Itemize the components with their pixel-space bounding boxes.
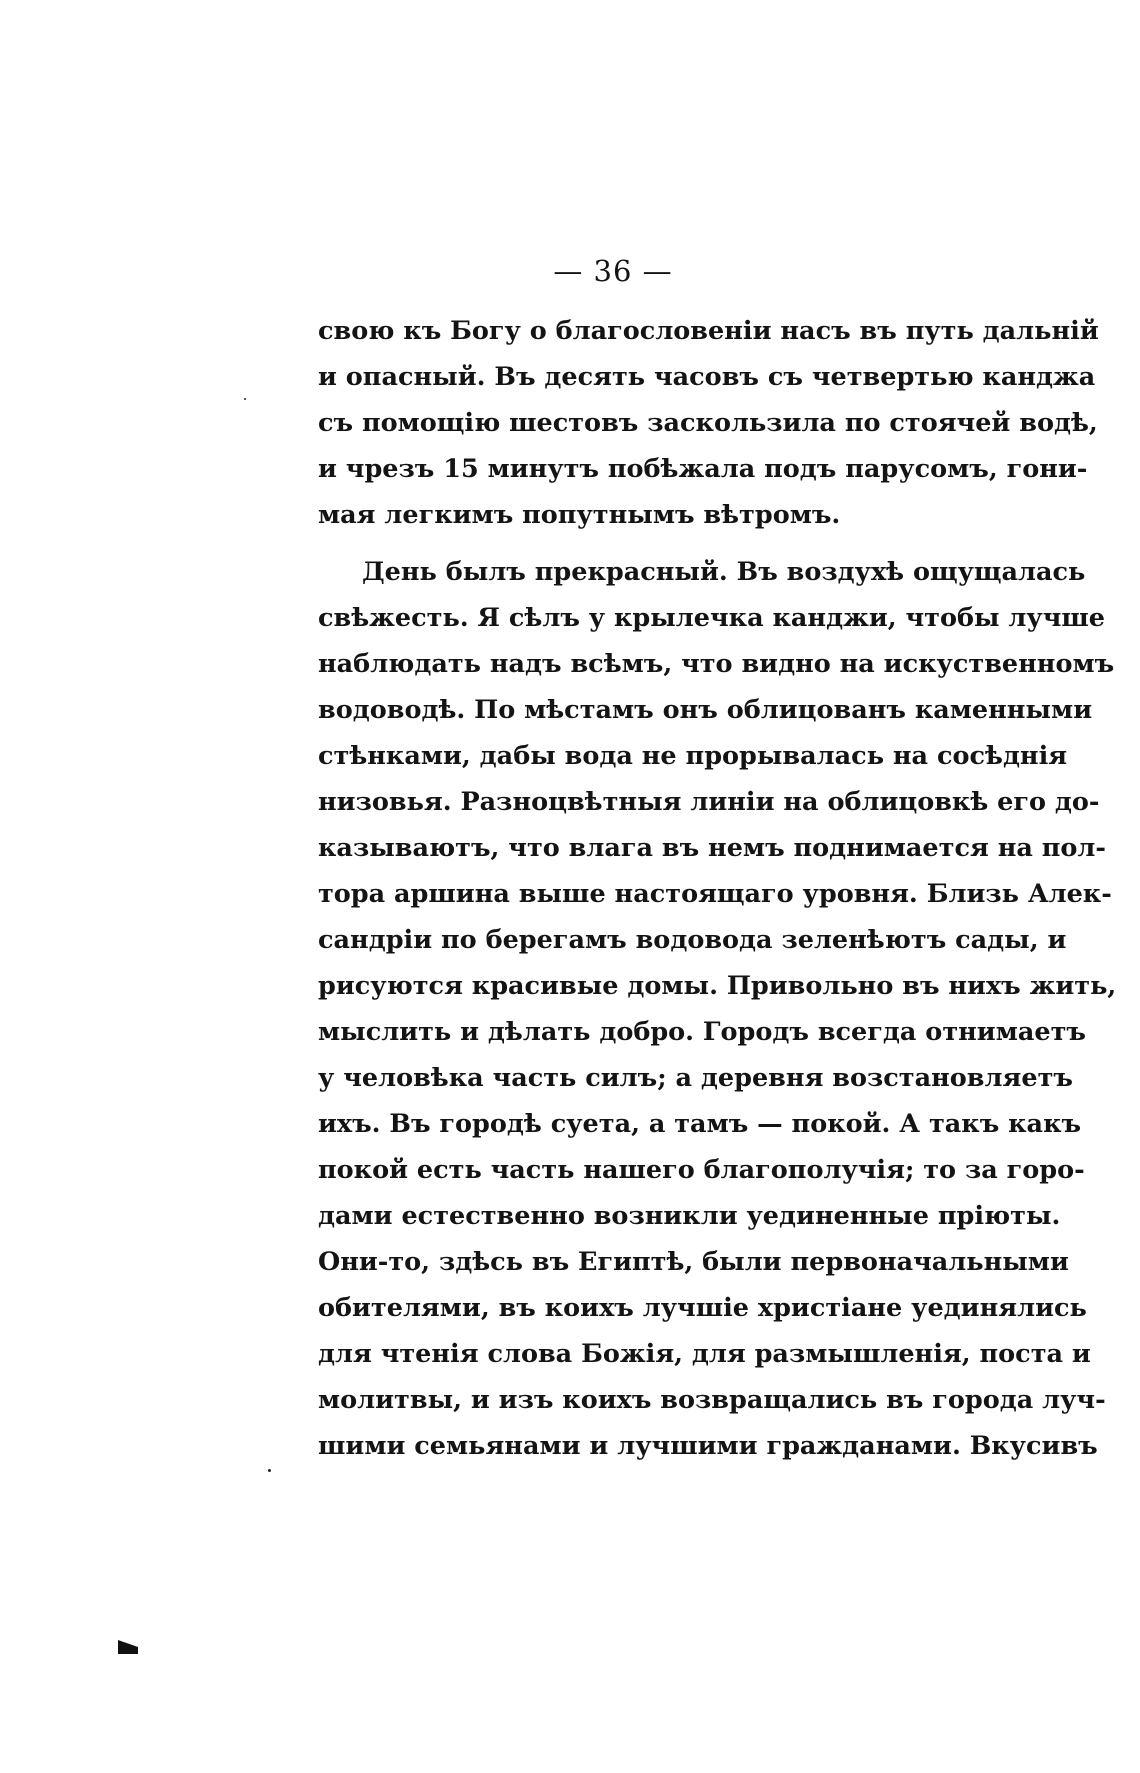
paragraph-2 [318, 549, 1117, 1469]
text-line: шими семьянами и лучшими гражданами. Вкусивъ [318, 1431, 1098, 1461]
text-line: рисуются красивые домы. Привольно въ нихъ жить, [318, 971, 1117, 1001]
text-line: ихъ. Въ городѣ суета, а тамъ — покой. А такъ какъ [318, 1109, 1082, 1139]
body-text [318, 308, 1117, 1469]
text-line: свою къ Богу о благословеніи насъ въ путь дальній [318, 316, 1099, 346]
corner-mark-icon [118, 1640, 138, 1654]
scan-speck [244, 398, 246, 400]
text-line: съ помощію шестовъ заскользила по стоячей водѣ, [318, 408, 1098, 438]
text-line: и чрезъ 15 минутъ побѣжала подъ парусомъ, гони- [318, 454, 1088, 484]
text-line: мыслить и дѣлать добро. Городъ всегда отнимаетъ [318, 1017, 1086, 1047]
text-line: и опасный. Въ десять часовъ съ четвертью канджа [318, 362, 1096, 392]
text-line: водоводѣ. По мѣстамъ онъ облицованъ каменными [318, 695, 1093, 725]
text-line: тора аршина выше настоящаго уровня. Близь Алек- [318, 879, 1112, 909]
text-line: мая легкимъ попутнымъ вѣтромъ. [318, 500, 841, 530]
text-line: для чтенія слова Божія, для размышленія, поста и [318, 1339, 1091, 1369]
text-line: стѣнками, дабы вода не прорывалась на сосѣднія [318, 741, 1068, 771]
paragraph-gap [318, 538, 1000, 549]
text-line: День былъ прекрасный. Въ воздухѣ ощущалась [362, 557, 1086, 587]
text-line: наблюдать надъ всѣмъ, что видно на искуственномъ [318, 649, 1115, 679]
text-line: сандріи по берегамъ водовода зеленѣютъ сады, и [318, 925, 1067, 955]
text-line: низовья. Разноцвѣтныя линіи на облицовкѣ его до- [318, 787, 1100, 817]
text-line: свѣжесть. Я сѣлъ у крылечка канджи, чтобы лучше [318, 603, 1106, 633]
text-line: дами естественно возникли уединенные пріюты. [318, 1201, 1061, 1231]
text-line: обителями, въ коихъ лучшіе христіане уединялись [318, 1293, 1087, 1323]
text-line: молитвы, и изъ коихъ возвращались въ города луч- [318, 1385, 1106, 1415]
paragraph-1 [318, 308, 1099, 538]
scan-speck [268, 1469, 271, 1472]
page-number: — 36 — [553, 254, 673, 288]
text-line: покой есть часть нашего благополучія; то за горо- [318, 1155, 1085, 1185]
text-line: у человѣка часть силъ; а деревня возстановляетъ [318, 1063, 1073, 1093]
text-line: казываютъ, что влага въ немъ поднимается на пол- [318, 833, 1106, 863]
text-line: Они-то, здѣсь въ Египтѣ, были первоначальными [318, 1247, 1069, 1277]
